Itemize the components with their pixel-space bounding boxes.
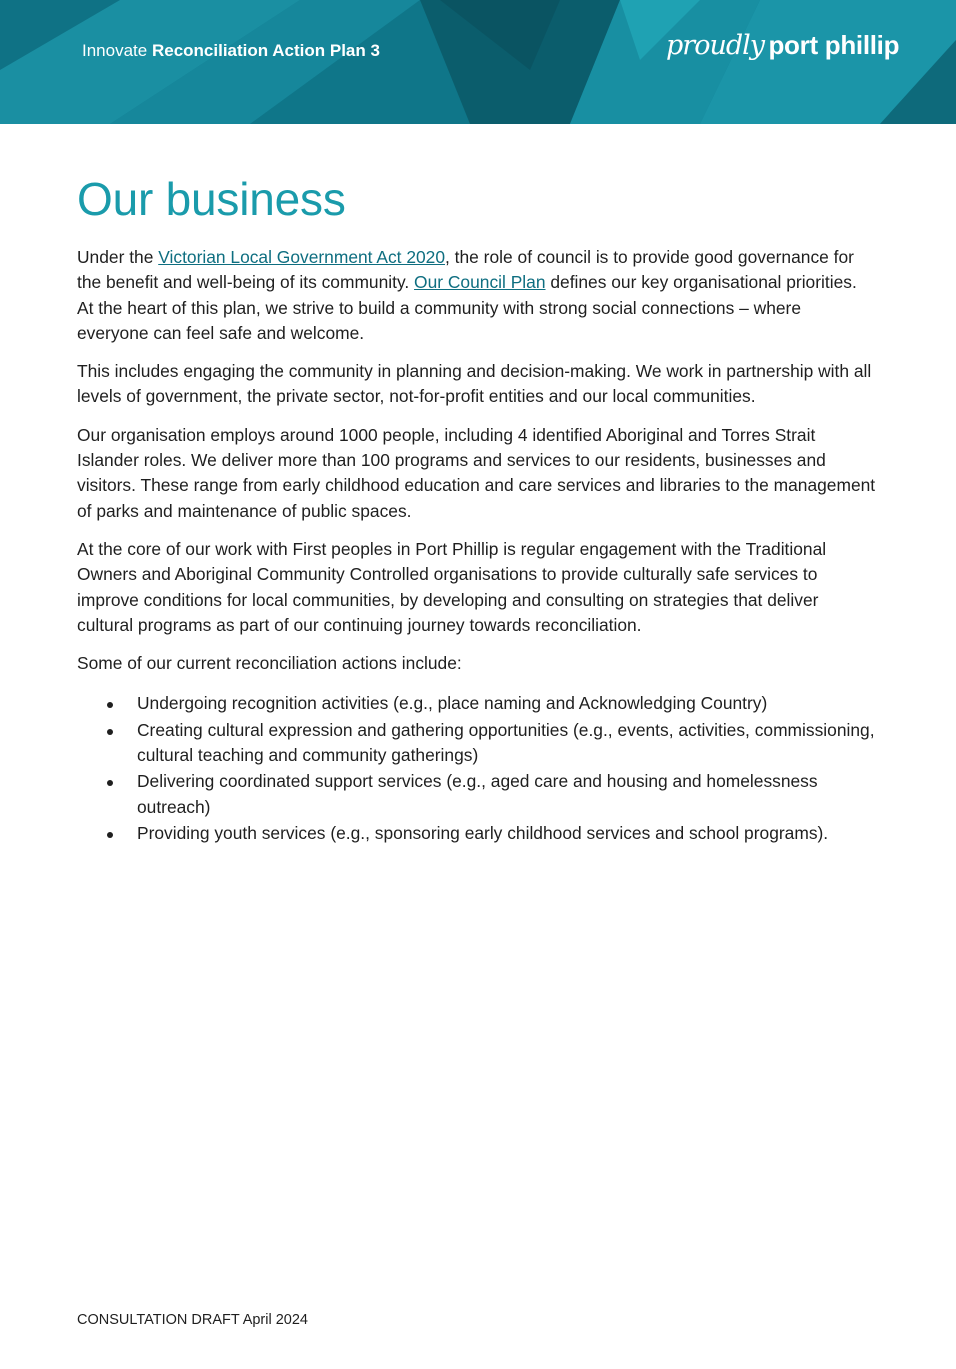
list-item-text: Undergoing recognition activities (e.g., place naming and Acknowledging Country) xyxy=(137,693,768,714)
logo-script-text: proudly xyxy=(666,30,765,61)
list-item xyxy=(77,691,877,716)
p1-text-after-link2: defines our key organisational priorities. At the heart of this plan, we strive to build a community with strong social connections – where everyone can feel safe and welcome. xyxy=(77,272,857,343)
footer-draft-label: CONSULTATION DRAFT April 2024 xyxy=(77,1312,308,1328)
reconciliation-actions-list xyxy=(77,691,877,846)
paragraph-governance xyxy=(77,245,877,346)
document-title-bold: Reconciliation Action Plan 3 xyxy=(151,41,380,60)
list-item xyxy=(77,718,877,769)
paragraph-actions-intro: Some of our current reconciliation actions include: xyxy=(77,653,462,674)
bullet-icon xyxy=(107,702,113,708)
bullet-icon xyxy=(107,780,113,786)
paragraph-partnership: This includes engaging the community in planning and decision-making. We work in partnership with all levels of government, the private sector, not-for-profit entities and our local communities. xyxy=(77,361,872,407)
list-item xyxy=(77,769,877,820)
paragraph-organisation: Our organisation employs around 1000 people, including 4 identified Aboriginal and Torres Strait Islander roles. We deliver more than 100 programs and services to our residents, businesses and visitors. These range from early childhood education and care services and libraries to the management of parks and maintenance of public spaces. xyxy=(77,424,876,521)
list-item-text: Delivering coordinated support services (e.g., aged care and housing and homelessness outreach) xyxy=(137,771,818,817)
p1-text-before-link1: Under the xyxy=(77,247,159,267)
page-title: Our business xyxy=(77,173,346,225)
list-item-text: Creating cultural expression and gathering opportunities (e.g., events, activities, commissioning, cultural teaching and community gatherings) xyxy=(137,719,875,766)
document-title-regular: Innovate xyxy=(82,41,148,60)
proudly-port-phillip-logo xyxy=(666,30,899,74)
main-content xyxy=(77,170,877,847)
list-item-text: Providing youth services (e.g., sponsoring early childhood services and school programs). xyxy=(137,822,829,843)
list-item xyxy=(77,821,877,846)
logo-word-text: port phillip xyxy=(768,30,900,60)
bullet-icon xyxy=(107,832,113,838)
p1-text-after-link1: , the role of council is to provide good governance for the benefit and well-being of its community. xyxy=(77,247,854,293)
bullet-icon xyxy=(107,729,113,735)
our-council-plan-link[interactable]: Our Council Plan xyxy=(414,272,546,293)
victorian-local-government-act-link[interactable]: Victorian Local Government Act 2020 xyxy=(158,247,446,267)
document-title xyxy=(82,41,380,61)
page-header xyxy=(0,0,956,124)
paragraph-first-peoples: At the core of our work with First peoples in Port Phillip is regular engagement with the Traditional Owners and Aboriginal Community Controlled organisations to provide culturally safe services to improve conditions for local communities, by developing and consulting on strategies that deliver cultural programs as part of our continuing journey towards reconciliation. xyxy=(77,538,827,635)
